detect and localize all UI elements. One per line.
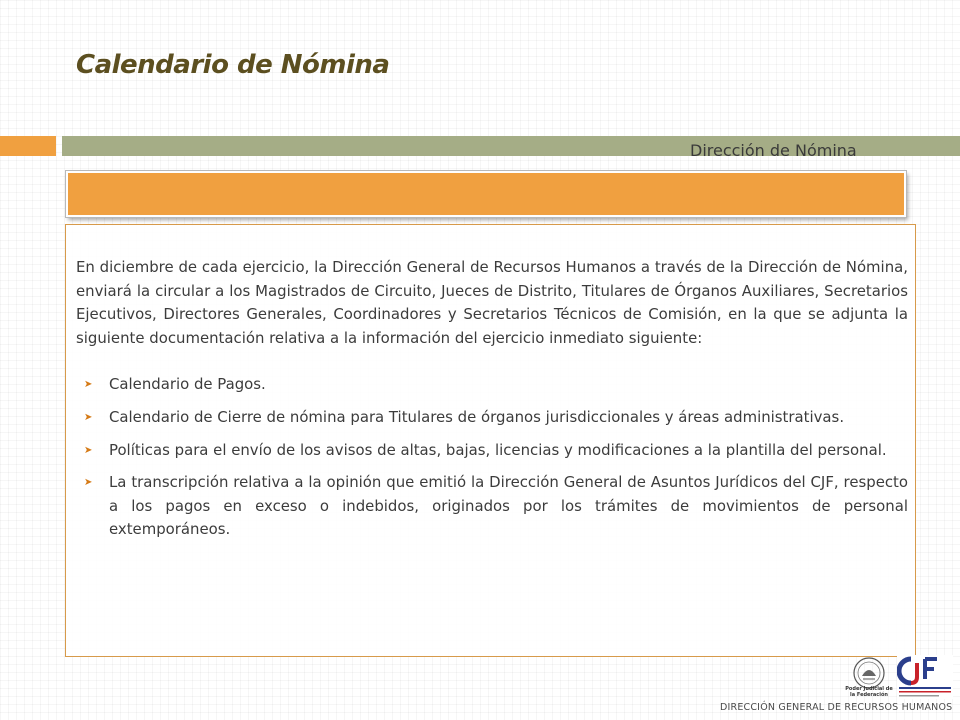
arrow-right-icon: ➤ <box>84 444 93 456</box>
footer-text: DIRECCIÓN GENERAL DE RECURSOS HUMANOS <box>720 702 953 713</box>
orange-banner <box>66 171 906 217</box>
orange-tab <box>0 136 56 156</box>
intro-paragraph: En diciembre de cada ejercicio, la Dirección General de Recursos Humanos a través de la Dirección de Nómina, enviará la circular a los Magistrados de Circuito, Jueces de Distrito, Titulares de Órganos Auxiliares, Secretarios Ejecutivos, Directores Generales, Coordinadores y Secretarios Técnicos de Comisión, en la que se adjunta la siguiente documentación relativa a la información del ejercicio inmediato siguiente: <box>76 258 908 347</box>
arrow-right-icon: ➤ <box>84 379 93 391</box>
arrow-right-icon: ➤ <box>84 477 93 489</box>
list-item-text: Políticas para el envío de los avisos de altas, bajas, licencias y modificaciones a la plantilla del personal. <box>109 440 887 459</box>
arrow-right-icon: ➤ <box>84 411 93 423</box>
content-box <box>65 224 916 657</box>
list-item-text: Calendario de Cierre de nómina para Titulares de órganos jurisdiccionales y áreas administrativas. <box>109 407 845 426</box>
section-subtitle: Dirección de Nómina <box>690 141 857 160</box>
bullet-list <box>76 373 908 542</box>
seal-icon <box>852 656 886 690</box>
list-item <box>76 373 908 397</box>
cjf-logo-icon <box>897 655 953 699</box>
list-item <box>76 439 908 463</box>
list-item-text: La transcripción relativa a la opinión que emitió la Dirección General de Asuntos Jurídicos del CJF, respecto a los pagos en exceso o indebidos, originados por los trámites de movimientos de personal extemporáneos. <box>109 473 908 539</box>
list-item-text: Calendario de Pagos. <box>109 375 266 394</box>
seal-caption: Poder Judicial de la Federación <box>845 686 893 698</box>
list-item <box>76 471 908 542</box>
page-title: Calendario de Nómina <box>76 50 390 80</box>
list-item <box>76 406 908 430</box>
